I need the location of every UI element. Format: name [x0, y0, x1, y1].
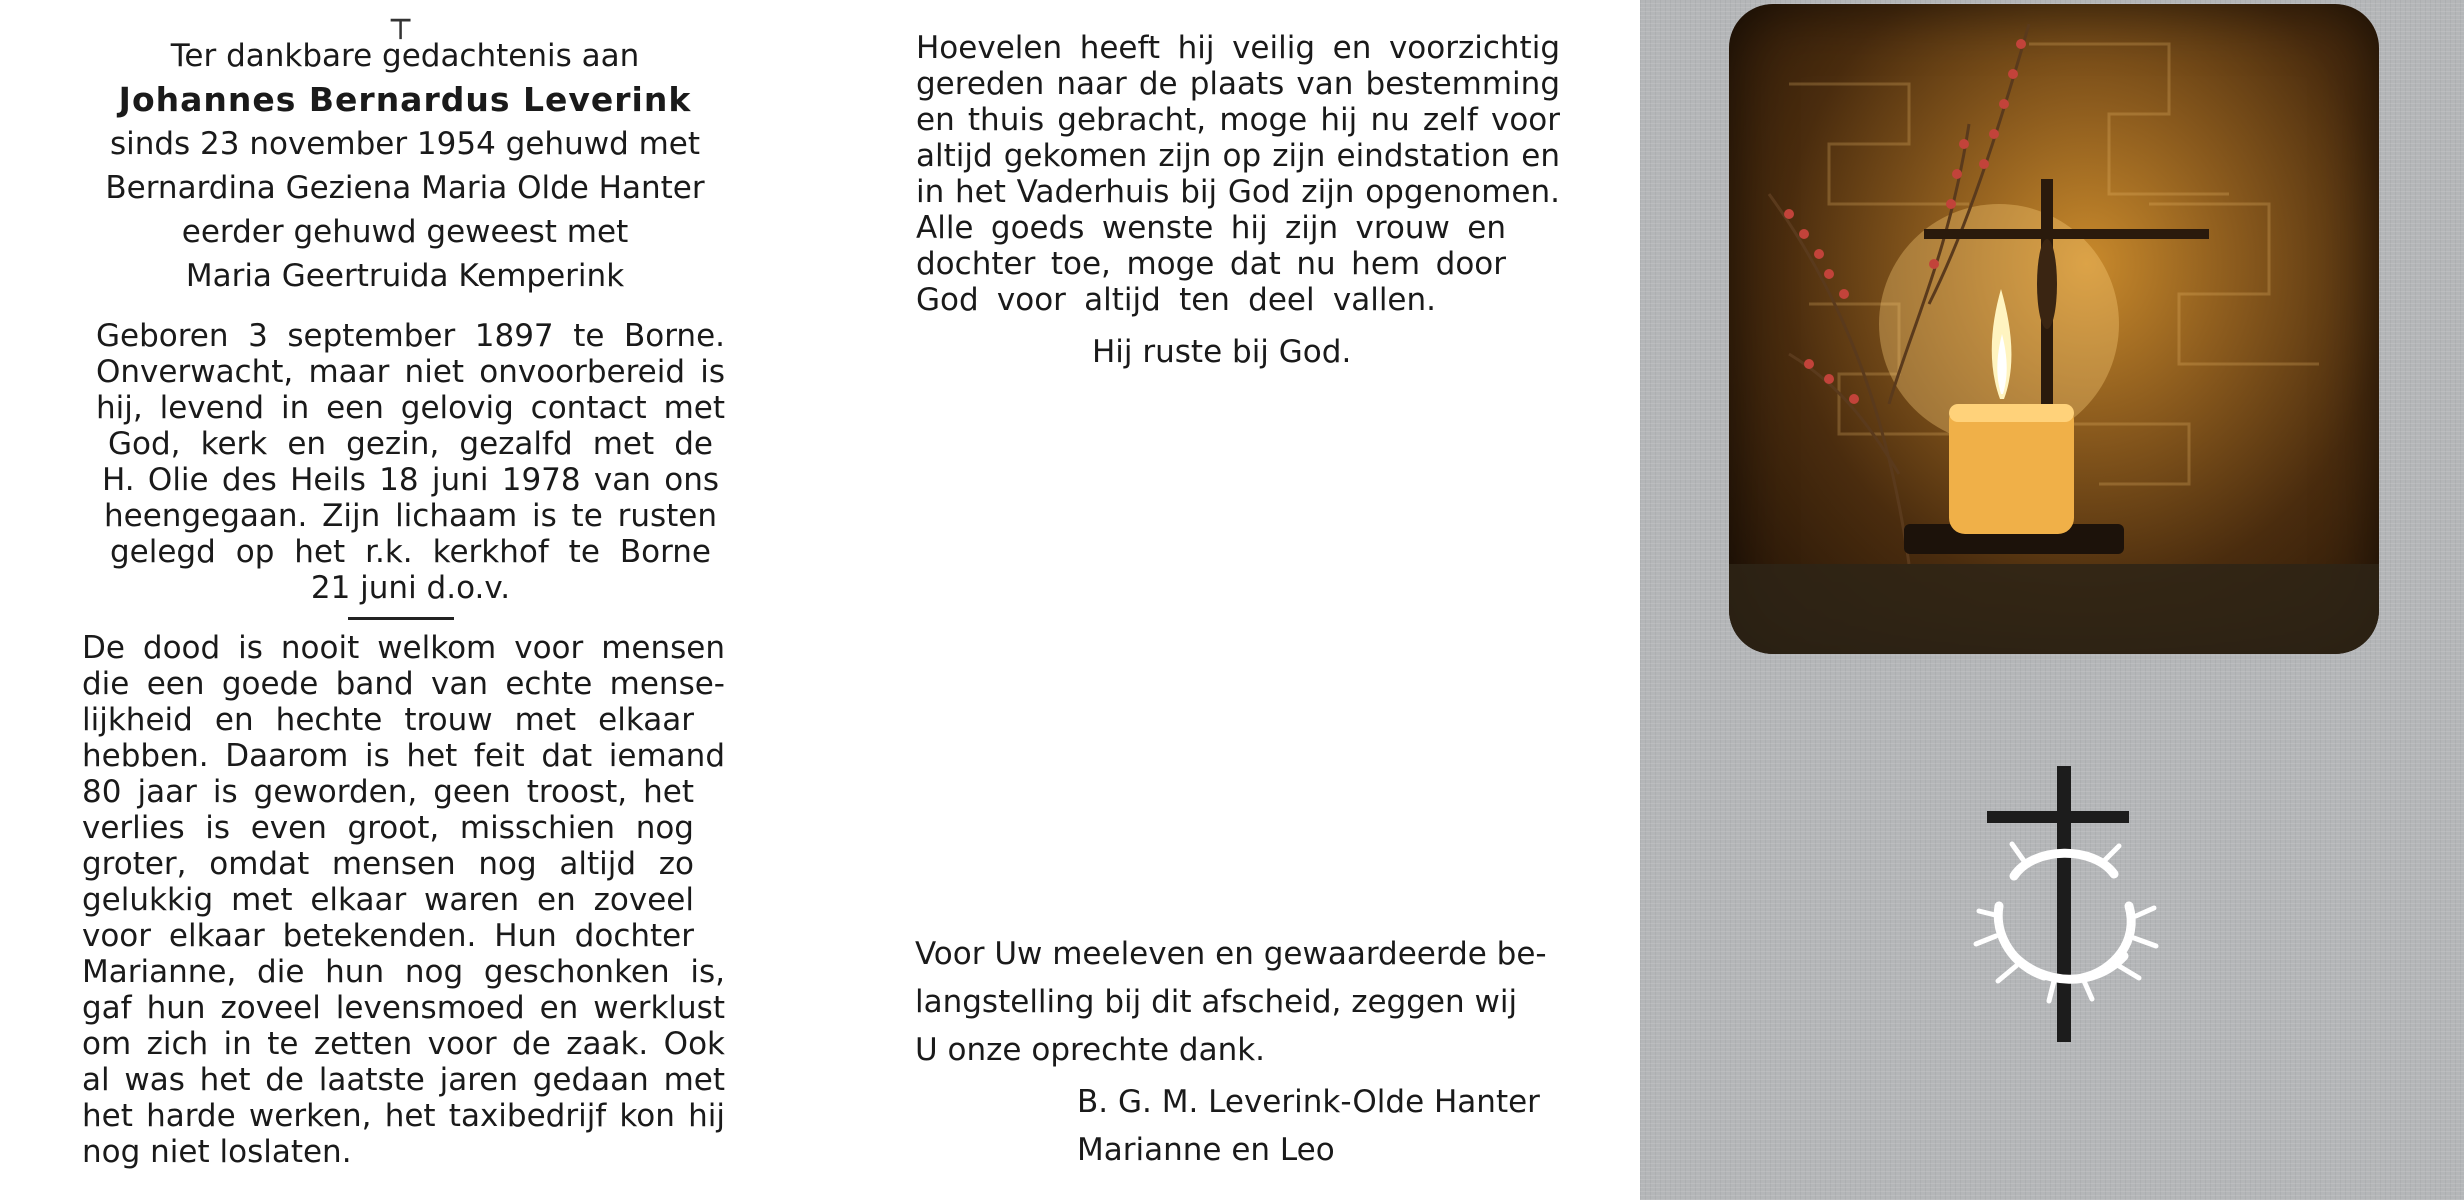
tribute-line: gereden naar de plaats van bestemming [916, 66, 1560, 102]
reflection-line: lijkheid en hechte trouw met elkaar [82, 702, 694, 738]
cover-panel [1640, 0, 2464, 1200]
reflection-line: het harde werken, het taxibedrijf kon hij [82, 1098, 725, 1134]
candle-crucifix-photo [1729, 4, 2379, 654]
obituary-line: God, kerk en gezin, gezalfd met de [108, 426, 713, 462]
thanks-line: Voor Uw meeleven en gewaardeerde be- [915, 936, 1547, 972]
marriage-line: sinds 23 november 1954 gehuwd met [109, 126, 701, 162]
reflection-line: nog niet loslaten. [82, 1134, 352, 1170]
reflection-line: Marianne, die hun nog geschonken is, [82, 954, 725, 990]
reflection-line: gelukkig met elkaar waren en zoveel [82, 882, 694, 918]
middle-panel [880, 0, 1600, 1200]
signature-line: B. G. M. Leverink-Olde Hanter [1077, 1084, 1540, 1120]
reflection-text [82, 630, 725, 1170]
reflection-line: verlies is even groot, misschien nog [82, 810, 694, 846]
thanks-line: U onze oprechte dank. [915, 1032, 1266, 1068]
reflection-line: De dood is nooit welkom voor mensen [82, 630, 725, 666]
tribute-text [916, 30, 1560, 318]
reflection-line: al was het de laatste jaren gedaan met [82, 1062, 725, 1098]
obituary-line: H. Olie des Heils 18 juni 1978 van ons [102, 462, 719, 498]
tribute-line: dochter toe, moge dat nu hem door [916, 246, 1506, 282]
thanks-line: langstelling bij dit afscheid, zeggen wij [915, 984, 1518, 1020]
obituary-line: Onverwacht, maar niet onvoorbereid is [96, 354, 725, 390]
reflection-line: om zich in te zetten voor de zaak. Ook [82, 1026, 725, 1062]
signature [1077, 1078, 1540, 1174]
dedication-line: Ter dankbare gedachtenis aan [170, 38, 640, 74]
small-cross-icon: ┬ [391, 1, 411, 39]
reflection-line: gaf hun zoveel levensmoed en werklust [82, 990, 725, 1026]
dedication-header [30, 34, 780, 298]
tribute-line: Alle goeds wenste hij zijn vrouw en [916, 210, 1506, 246]
reflection-line: hebben. Daarom is het feit dat iemand [82, 738, 725, 774]
left-panel [0, 0, 800, 1200]
closing-line: Hij ruste bij God. [1092, 334, 1352, 370]
tribute-line: en thuis gebracht, moge hij nu zelf voor [916, 102, 1560, 138]
spouse-name: Bernardina Geziena Maria Olde Hanter [105, 170, 705, 206]
reflection-line: groter, omdat mensen nog altijd zo [82, 846, 694, 882]
obituary-line: hij, levend in een gelovig contact met [96, 390, 725, 426]
deceased-name: Johannes Bernardus Leverink [118, 80, 692, 119]
reflection-line: voor elkaar betekenden. Hun dochter [82, 918, 694, 954]
obituary-line: heengegaan. Zijn lichaam is te rusten [104, 498, 717, 534]
tribute-line: Hoevelen heeft hij veilig en voorzichtig [916, 30, 1560, 66]
divider-line [348, 617, 454, 620]
previous-marriage-line: eerder gehuwd geweest met [181, 214, 629, 250]
tribute-line: God voor altijd ten deel vallen. [916, 282, 1436, 318]
cross-and-crown-of-thorns-icon [1954, 766, 2174, 1046]
tribute-line: in het Vaderhuis bij God zijn opgenomen. [916, 174, 1560, 210]
obituary-text [96, 318, 725, 606]
tribute-line: altijd gekomen zijn op zijn eindstation en [916, 138, 1560, 174]
thanks-text [915, 930, 1547, 1074]
reflection-line: die een goede band van echte mense- [82, 666, 725, 702]
obituary-line: 21 juni d.o.v. [310, 570, 511, 606]
reflection-line: 80 jaar is geworden, geen troost, het [82, 774, 694, 810]
obituary-line: Geboren 3 september 1897 te Borne. [96, 318, 725, 354]
previous-spouse-name: Maria Geertruida Kemperink [185, 258, 625, 294]
signature-line: Marianne en Leo [1077, 1132, 1335, 1168]
obituary-line: gelegd op het r.k. kerkhof te Borne [110, 534, 711, 570]
